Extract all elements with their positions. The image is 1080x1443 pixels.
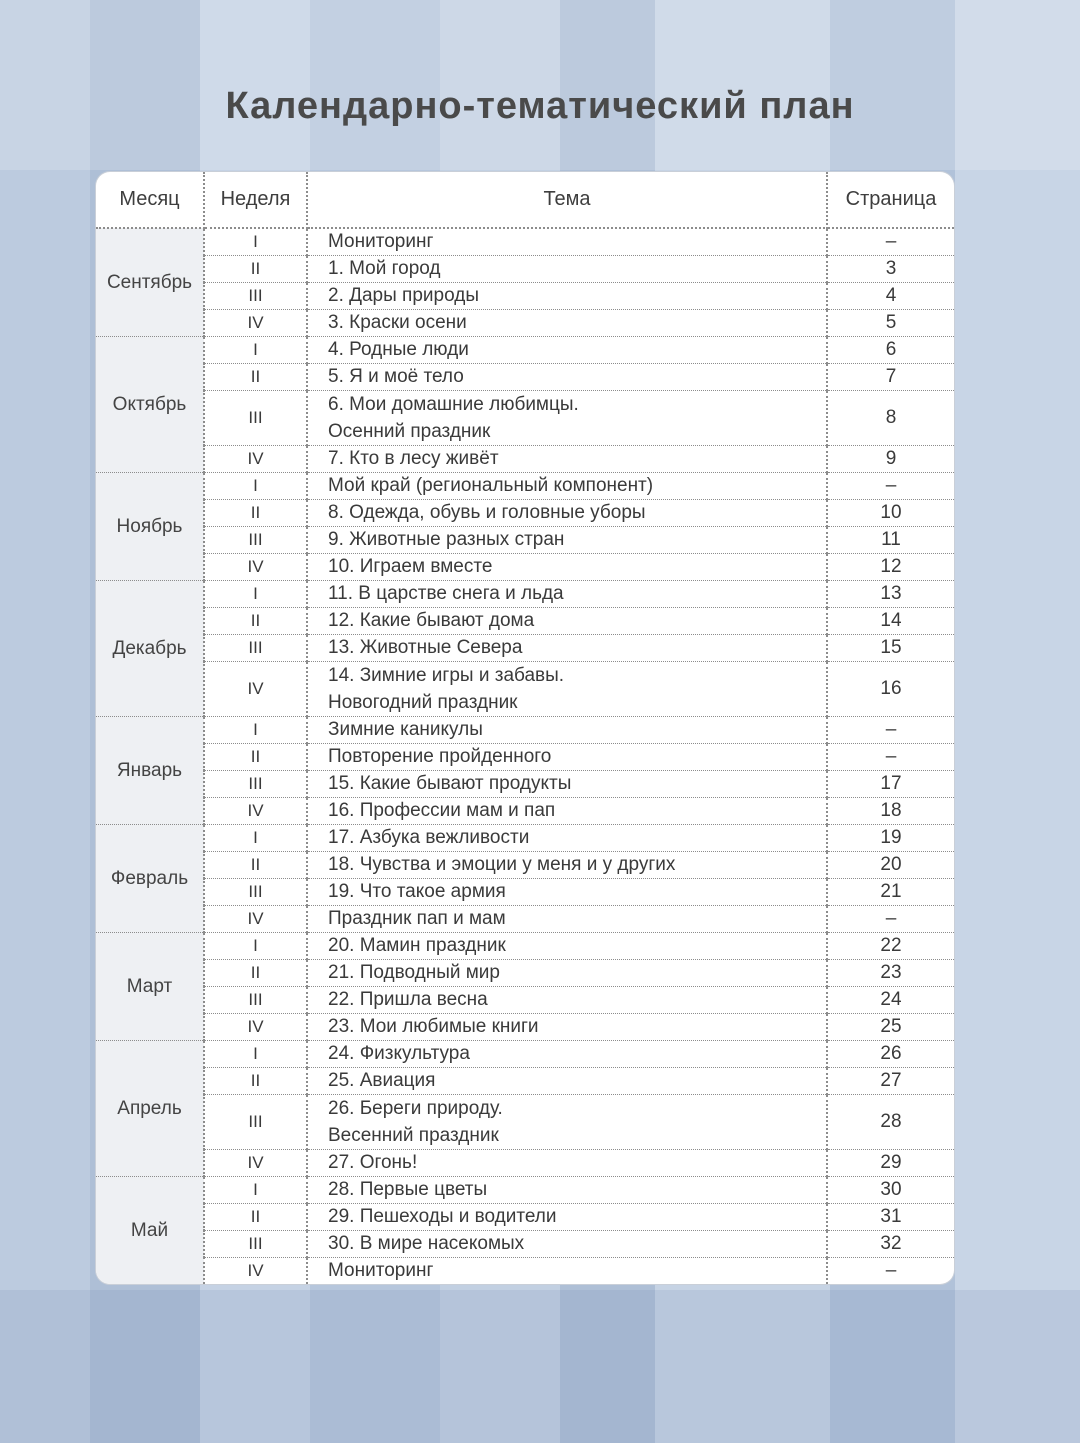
topic-line: 21. Подводный мир — [328, 962, 500, 983]
week-cell: IV — [204, 906, 307, 933]
topic-line: 20. Мамин праздник — [328, 935, 506, 956]
page-title: Календарно-тематический план — [225, 85, 855, 128]
page-cell: 20 — [827, 852, 954, 879]
table-row — [96, 1231, 954, 1258]
topic-line: 22. Пришла весна — [328, 989, 488, 1010]
week-cell: IV — [204, 310, 307, 337]
table-row — [96, 283, 954, 310]
topic-line: Мой край (региональный компонент) — [328, 475, 654, 496]
topic-cell — [307, 1068, 827, 1095]
topic-line: 3. Краски осени — [328, 312, 467, 333]
table-row — [96, 527, 954, 554]
topic-line: 9. Животные разных стран — [328, 529, 565, 550]
page-cell: 8 — [827, 391, 954, 446]
page-cell: 22 — [827, 933, 954, 960]
topic-line: 5. Я и моё тело — [328, 366, 464, 387]
table-header-row — [96, 172, 954, 228]
table-row — [96, 1095, 954, 1150]
topic-line: Зимние каникулы — [328, 719, 483, 740]
week-cell: IV — [204, 1258, 307, 1285]
month-cell: Март — [96, 933, 204, 1041]
topic-cell — [307, 500, 827, 527]
table-row — [96, 500, 954, 527]
topic-line: 4. Родные люди — [328, 339, 469, 360]
week-cell: I — [204, 337, 307, 364]
month-cell: Май — [96, 1177, 204, 1285]
week-cell: I — [204, 933, 307, 960]
topic-line: 17. Азбука вежливости — [328, 827, 530, 848]
topic-cell — [307, 1204, 827, 1231]
topic-cell — [307, 879, 827, 906]
page-cell: 29 — [827, 1150, 954, 1177]
topic-line: 24. Физкультура — [328, 1043, 470, 1064]
page-cell: – — [827, 228, 954, 256]
table-row — [96, 1014, 954, 1041]
topic-cell — [307, 906, 827, 933]
week-cell: II — [204, 608, 307, 635]
table-row — [96, 391, 954, 446]
month-cell: Ноябрь — [96, 473, 204, 581]
page-cell: 18 — [827, 798, 954, 825]
week-cell: III — [204, 391, 307, 446]
page-cell: 31 — [827, 1204, 954, 1231]
topic-cell — [307, 310, 827, 337]
week-cell: I — [204, 473, 307, 500]
topic-cell — [307, 1177, 827, 1204]
table-row — [96, 635, 954, 662]
table-row — [96, 1258, 954, 1285]
header-page: Страница — [827, 172, 954, 228]
page-cell: 17 — [827, 771, 954, 798]
topic-line: Осенний праздник — [328, 421, 491, 442]
week-cell: III — [204, 635, 307, 662]
month-cell: Январь — [96, 717, 204, 825]
table-row — [96, 662, 954, 717]
topic-line: 7. Кто в лесу живёт — [328, 448, 499, 469]
topic-cell — [307, 554, 827, 581]
week-cell: III — [204, 879, 307, 906]
topic-line: 28. Первые цветы — [328, 1179, 488, 1200]
topic-cell — [307, 987, 827, 1014]
table-row — [96, 879, 954, 906]
table-row — [96, 960, 954, 987]
topic-cell — [307, 852, 827, 879]
table-row — [96, 1041, 954, 1068]
topic-cell — [307, 933, 827, 960]
page-cell: 13 — [827, 581, 954, 608]
topic-line: 6. Мои домашние любимцы. — [328, 394, 579, 415]
page-cell: 24 — [827, 987, 954, 1014]
page-cell: 23 — [827, 960, 954, 987]
table-row — [96, 310, 954, 337]
table-row — [96, 1204, 954, 1231]
page-cell: – — [827, 717, 954, 744]
topic-line: 12. Какие бывают дома — [328, 610, 535, 631]
page-cell: 11 — [827, 527, 954, 554]
topic-line: 30. В мире насекомых — [328, 1233, 525, 1254]
page-cell: 28 — [827, 1095, 954, 1150]
page-cell: 27 — [827, 1068, 954, 1095]
topic-line: Весенний праздник — [328, 1125, 499, 1146]
page-cell: – — [827, 744, 954, 771]
week-cell: III — [204, 283, 307, 310]
page-cell: 6 — [827, 337, 954, 364]
topic-line: 14. Зимние игры и забавы. — [328, 665, 565, 686]
week-cell: I — [204, 1177, 307, 1204]
header-topic: Тема — [307, 172, 827, 228]
header-month: Месяц — [96, 172, 204, 228]
topic-cell — [307, 771, 827, 798]
page-cell: 4 — [827, 283, 954, 310]
page-cell: – — [885, 1260, 897, 1281]
page-cell: 12 — [827, 554, 954, 581]
topic-cell — [307, 337, 827, 364]
plan-table-container — [96, 172, 954, 1284]
page-cell: 25 — [827, 1014, 954, 1041]
topic-line: 2. Дары природы — [328, 285, 479, 306]
week-cell: IV — [204, 1014, 307, 1041]
week-cell: III — [204, 987, 307, 1014]
topic-line: 16. Профессии мам и пап — [328, 800, 556, 821]
table-row — [96, 608, 954, 635]
table-row — [96, 1068, 954, 1095]
topic-cell — [307, 473, 827, 500]
topic-cell — [307, 1150, 827, 1177]
week-cell: I — [204, 717, 307, 744]
week-cell: I — [204, 581, 307, 608]
table-row — [96, 581, 954, 608]
week-cell: II — [204, 364, 307, 391]
page-cell: 26 — [827, 1041, 954, 1068]
topic-cell — [307, 744, 827, 771]
table-row — [96, 933, 954, 960]
table-row — [96, 987, 954, 1014]
page-cell: – — [827, 906, 954, 933]
topic-cell — [307, 228, 827, 256]
week-cell: II — [204, 1068, 307, 1095]
table-row — [96, 1150, 954, 1177]
table-row — [96, 771, 954, 798]
week-cell: II — [204, 1204, 307, 1231]
topic-line: 1. Мой город — [328, 258, 441, 279]
table-row — [96, 473, 954, 500]
topic-cell — [307, 1041, 827, 1068]
page-cell: – — [827, 473, 954, 500]
topic-line: Мониторинг — [328, 231, 434, 252]
topic-cell — [307, 527, 827, 554]
month-cell: Сентябрь — [96, 228, 204, 337]
topic-cell — [307, 446, 827, 473]
topic-cell — [307, 662, 827, 717]
table-row — [96, 256, 954, 283]
table-row — [96, 852, 954, 879]
week-cell: III — [204, 1095, 307, 1150]
table-row — [96, 798, 954, 825]
page-cell: 3 — [827, 256, 954, 283]
topic-cell — [307, 1095, 827, 1150]
topic-line: 19. Что такое армия — [328, 881, 506, 902]
month-cell: Апрель — [96, 1041, 204, 1177]
page-cell: 19 — [827, 825, 954, 852]
week-cell: IV — [204, 446, 307, 473]
topic-line: 23. Мои любимые книги — [328, 1016, 539, 1037]
page-cell: 5 — [827, 310, 954, 337]
page-cell: 16 — [827, 662, 954, 717]
week-cell: I — [204, 825, 307, 852]
topic-line: Новогодний праздник — [328, 692, 518, 713]
topic-cell — [307, 960, 827, 987]
month-cell: Декабрь — [96, 581, 204, 717]
background-band — [0, 1290, 1080, 1443]
table-row — [96, 337, 954, 364]
topic-cell — [307, 364, 827, 391]
topic-line: 13. Животные Севера — [328, 637, 523, 658]
table-row — [96, 364, 954, 391]
page-cell: 30 — [827, 1177, 954, 1204]
page-cell: 14 — [827, 608, 954, 635]
topic-line: 10. Играем вместе — [328, 556, 493, 577]
week-cell: II — [204, 960, 307, 987]
topic-line: 15. Какие бывают продукты — [328, 773, 572, 794]
week-cell: IV — [204, 1150, 307, 1177]
week-cell: IV — [204, 798, 307, 825]
table-row — [96, 554, 954, 581]
week-cell: IV — [204, 662, 307, 717]
page-cell: 10 — [827, 500, 954, 527]
topic-line: Мониторинг — [328, 1260, 434, 1281]
topic-cell — [307, 256, 827, 283]
topic-cell — [307, 581, 827, 608]
topic-line: 11. В царстве снега и льда — [328, 583, 564, 604]
month-cell: Октябрь — [96, 337, 204, 473]
topic-line: 8. Одежда, обувь и головные уборы — [328, 502, 646, 523]
topic-line: 26. Береги природу. — [328, 1098, 503, 1119]
plan-table — [96, 172, 954, 1284]
topic-line: 27. Огонь! — [328, 1152, 418, 1173]
week-cell: II — [204, 256, 307, 283]
week-cell: IV — [204, 554, 307, 581]
table-row — [96, 228, 954, 256]
topic-cell — [307, 1231, 827, 1258]
week-cell: I — [204, 228, 307, 256]
month-cell: Февраль — [96, 825, 204, 933]
week-cell: II — [204, 852, 307, 879]
week-cell: I — [204, 1041, 307, 1068]
table-row — [96, 1177, 954, 1204]
week-cell: II — [204, 744, 307, 771]
topic-cell — [307, 391, 827, 446]
week-cell: III — [204, 527, 307, 554]
week-cell: II — [204, 500, 307, 527]
topic-cell — [307, 1014, 827, 1041]
table-row — [96, 744, 954, 771]
topic-line: 29. Пешеходы и водители — [328, 1206, 557, 1227]
header-week: Неделя — [204, 172, 307, 228]
topic-line: Повторение пройденного — [328, 746, 552, 767]
topic-line: Праздник пап и мам — [328, 908, 506, 929]
topic-cell — [307, 798, 827, 825]
topic-cell — [307, 825, 827, 852]
table-row — [96, 906, 954, 933]
page-cell: 32 — [827, 1231, 954, 1258]
table-row — [96, 717, 954, 744]
topic-cell — [307, 608, 827, 635]
page-cell: 21 — [827, 879, 954, 906]
week-cell: III — [204, 771, 307, 798]
topic-cell — [307, 283, 827, 310]
topic-cell — [307, 1258, 827, 1285]
page-cell: 7 — [827, 364, 954, 391]
page-cell: 15 — [827, 635, 954, 662]
table-row — [96, 446, 954, 473]
table-body — [96, 228, 954, 1284]
page-cell: 9 — [827, 446, 954, 473]
week-cell: III — [204, 1231, 307, 1258]
topic-cell — [307, 635, 827, 662]
topic-cell — [307, 717, 827, 744]
topic-line: 18. Чувства и эмоции у меня и у других — [328, 854, 676, 875]
topic-line: 25. Авиация — [328, 1070, 436, 1091]
table-row — [96, 825, 954, 852]
